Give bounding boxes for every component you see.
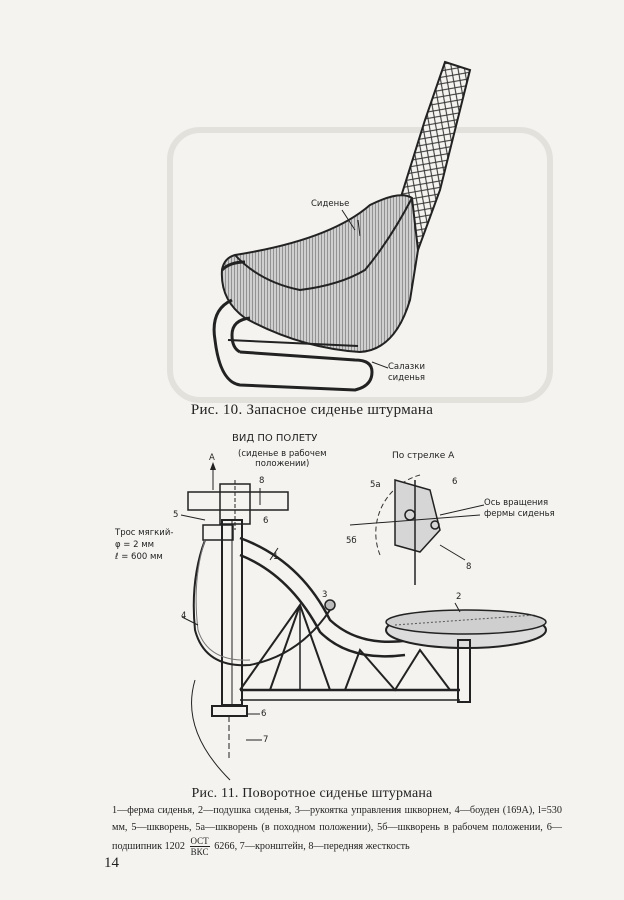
figure-11-legend: [112, 802, 562, 857]
callout-8: 8: [259, 476, 265, 486]
legend-fraction-numerator: ОСТ: [190, 836, 209, 846]
seat-label: Сиденье: [311, 199, 350, 209]
figure-11-caption: Рис. 11. Поворотное сиденье штурмана: [191, 786, 433, 801]
skids-label: Салазки сиденья: [388, 362, 425, 383]
callout-6-bottom: 6: [261, 709, 267, 719]
legend-fraction: [190, 836, 210, 857]
legend-text-2: 6266, 7—кронштейн, 8—передняя жесткость: [214, 840, 410, 852]
callout-3: 3: [322, 590, 328, 600]
callout-8-detail: 8: [466, 562, 472, 572]
callout-7: 7: [263, 735, 269, 745]
view-title: ВИД ПО ПОЛЕТУ: [232, 433, 318, 444]
rotation-axis-label: Ось вращения фермы сиденья: [484, 498, 555, 519]
legend-fraction-denominator: ВКС: [190, 847, 209, 857]
legend-text-1: 1—ферма сиденья, 2—подушка сиденья, 3—рукоятка управления шкворнем, 4—боуден (169А), l=530 мм, 5—шкворень, 5а—шкворень (в походном положении), 5б—шкворень в рабочем положении, 6—подшипник 1202: [112, 805, 562, 852]
callout-4: 4: [181, 611, 187, 621]
callout-6-top: 6: [263, 516, 269, 526]
callout-5a: 5а: [370, 480, 381, 490]
callout-1: 1: [273, 552, 279, 562]
figure-10-caption: Рис. 10. Запасное сиденье штурмана: [190, 402, 434, 418]
callout-6-detail: 6: [452, 477, 458, 487]
arrow-view-label: По стрелке А: [392, 451, 455, 461]
callout-5b: 5б: [346, 536, 357, 546]
callout-5: 5: [173, 510, 179, 520]
page-number: 14: [104, 855, 119, 871]
mark-a: А: [209, 453, 215, 463]
callout-2: 2: [456, 592, 462, 602]
view-subtitle: (сиденье в рабочем положении): [238, 449, 327, 469]
cable-label: Трос мягкий- φ = 2 мм ℓ = 600 мм: [115, 528, 174, 562]
